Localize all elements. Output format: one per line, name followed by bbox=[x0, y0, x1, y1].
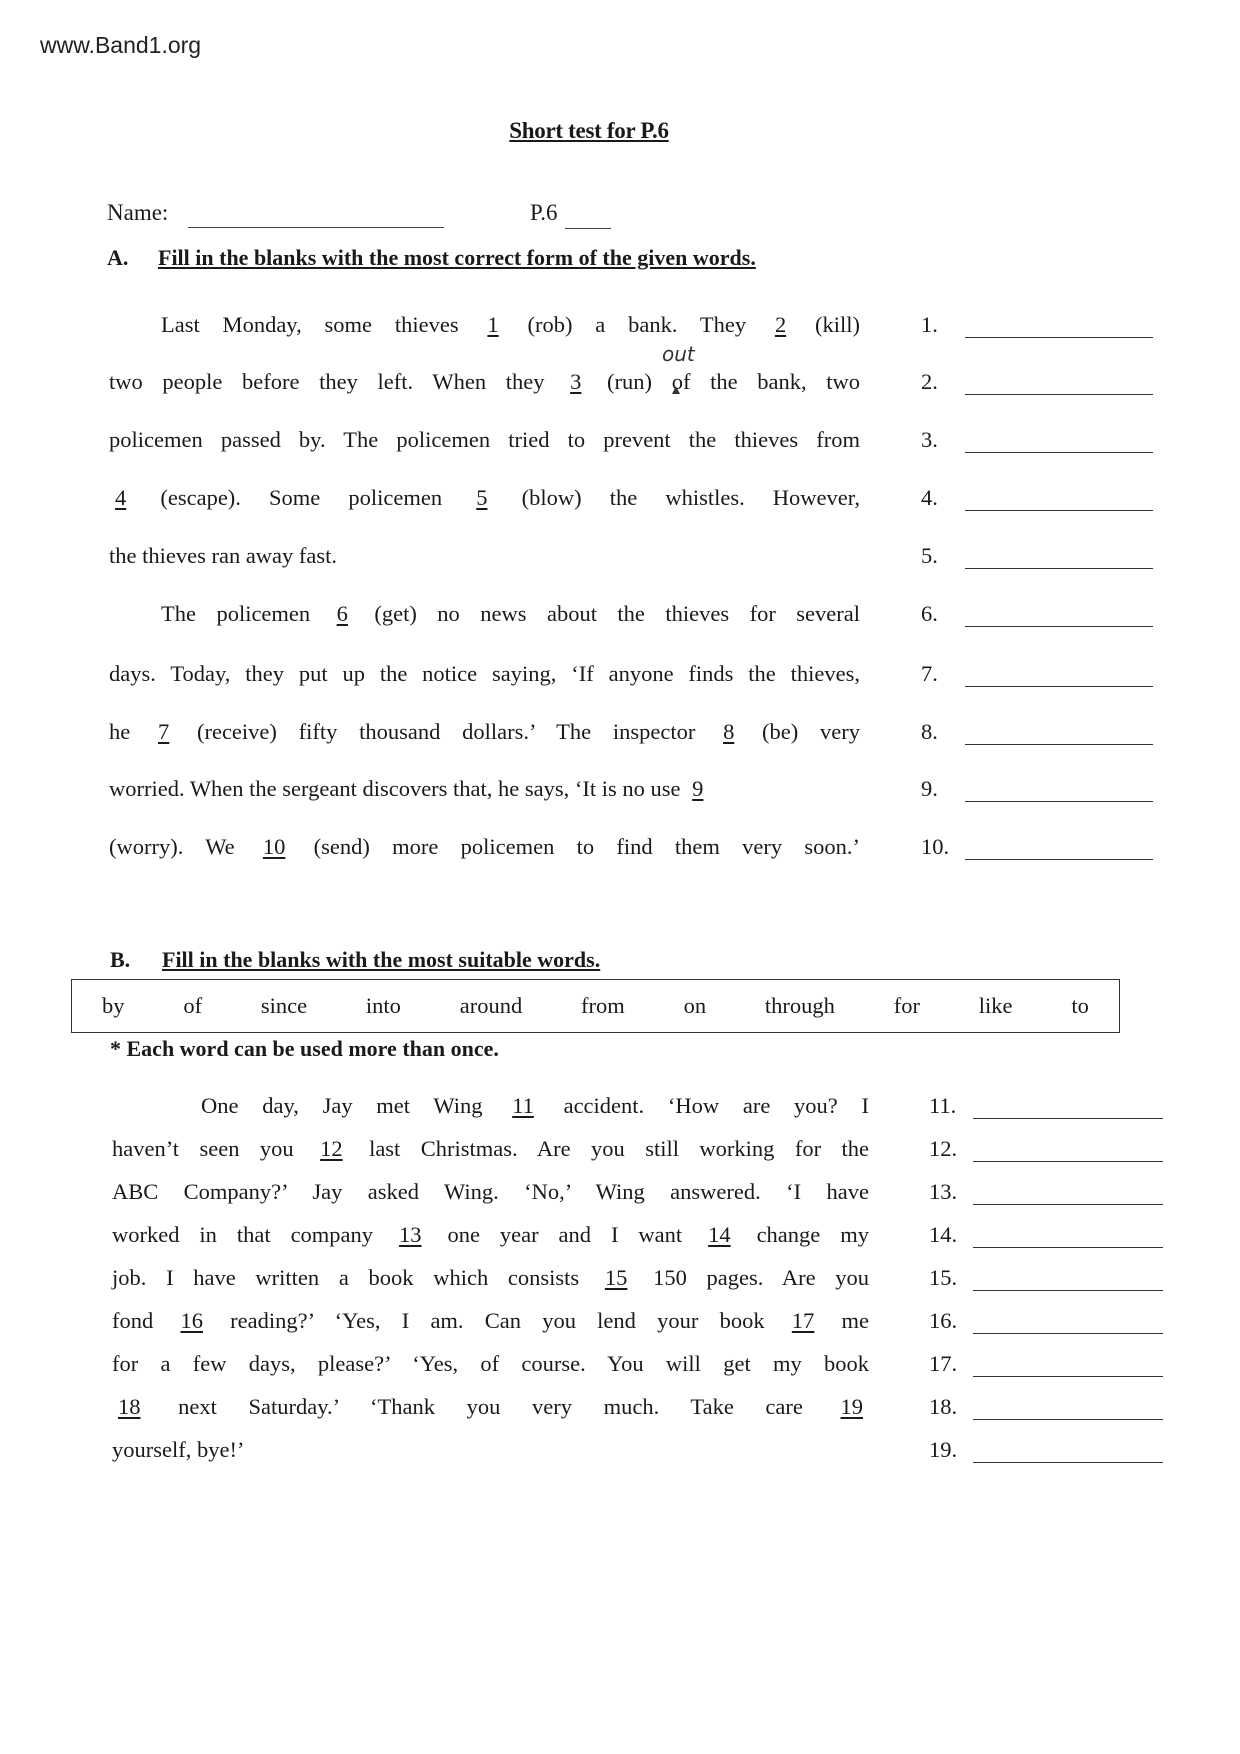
answer-row bbox=[921, 601, 1153, 627]
blank-16: 16 bbox=[180, 1308, 203, 1333]
blank-7: 7 bbox=[157, 719, 170, 744]
name-field[interactable] bbox=[188, 227, 444, 228]
passage-text: (blow) the whistles. However, bbox=[493, 485, 860, 510]
passage-text: fond bbox=[112, 1308, 175, 1333]
passage-line bbox=[109, 543, 860, 569]
passage-text: next Saturday.’ ‘Thank you very much. Take care bbox=[146, 1394, 835, 1419]
blank-17: 17 bbox=[791, 1308, 815, 1333]
section-b-instruction: Fill in the blanks with the most suitable words. bbox=[162, 947, 601, 972]
passage-text: one year and I want bbox=[427, 1222, 703, 1247]
answer-field[interactable] bbox=[973, 1098, 1163, 1119]
passage-text: yourself, bye!’ bbox=[112, 1437, 245, 1462]
answer-number: 2. bbox=[921, 369, 938, 394]
blank-10: 10 bbox=[262, 834, 286, 859]
answer-row bbox=[929, 1093, 1163, 1119]
word-bank-item: from bbox=[581, 993, 625, 1018]
blank-12: 12 bbox=[320, 1136, 343, 1161]
passage-line bbox=[161, 312, 860, 338]
answer-field[interactable] bbox=[965, 548, 1153, 569]
answer-number: 11. bbox=[929, 1093, 957, 1118]
word-bank-note: * Each word can be used more than once. bbox=[110, 1036, 499, 1061]
answer-field[interactable] bbox=[973, 1442, 1163, 1463]
section-b-letter: B. bbox=[110, 947, 131, 972]
passage-line bbox=[161, 601, 860, 627]
answer-field[interactable] bbox=[965, 374, 1153, 395]
answer-row bbox=[929, 1136, 1163, 1162]
passage-text: ABC Company?’ Jay asked Wing. ‘No,’ Wing answered. ‘I have bbox=[112, 1179, 869, 1204]
passage-line bbox=[112, 1351, 869, 1377]
site-watermark: www.Band1.org bbox=[40, 32, 202, 58]
passage-line bbox=[112, 1179, 869, 1205]
answer-number: 9. bbox=[921, 776, 938, 801]
passage-text: last Christmas. Are you still working for the bbox=[348, 1136, 869, 1161]
passage-text: (receive) fifty thousand dollars.’ The inspector bbox=[175, 719, 718, 744]
passage-line bbox=[112, 1265, 869, 1291]
blank-19: 19 bbox=[840, 1394, 863, 1419]
word-bank-item: since bbox=[260, 993, 308, 1018]
answer-row bbox=[929, 1351, 1163, 1377]
passage-line bbox=[109, 776, 860, 802]
blank-18: 18 bbox=[118, 1394, 141, 1419]
passage-line bbox=[112, 1136, 869, 1162]
answer-row bbox=[929, 1222, 1163, 1248]
word-bank-item: around bbox=[459, 993, 523, 1018]
passage-text: two people before they left. When they bbox=[109, 369, 565, 394]
answer-number: 18. bbox=[929, 1394, 958, 1419]
blank-11: 11 bbox=[512, 1093, 534, 1118]
answer-number: 17. bbox=[929, 1351, 958, 1376]
handwritten-insertion: out bbox=[662, 342, 695, 366]
passage-line bbox=[109, 661, 860, 687]
word-bank-item: by bbox=[102, 993, 125, 1018]
passage-line bbox=[109, 369, 860, 395]
word-bank-item: on bbox=[683, 993, 707, 1018]
page-title: Short test for P.6 bbox=[509, 118, 669, 143]
passage-text: (run) of the bank, two bbox=[587, 369, 860, 394]
class-field[interactable] bbox=[565, 228, 611, 229]
answer-field[interactable] bbox=[973, 1184, 1163, 1205]
passage-text: haven’t seen you bbox=[112, 1136, 315, 1161]
blank-2: 2 bbox=[774, 312, 787, 337]
blank-15: 15 bbox=[604, 1265, 628, 1290]
answer-number: 16. bbox=[929, 1308, 958, 1333]
answer-row bbox=[921, 312, 1153, 338]
passage-text: job. I have written a book which consists bbox=[112, 1265, 599, 1290]
answer-field[interactable] bbox=[973, 1313, 1163, 1334]
answer-field[interactable] bbox=[965, 724, 1153, 745]
answer-field[interactable] bbox=[965, 490, 1153, 511]
passage-text: policemen passed by. The policemen tried to prevent the thieves from bbox=[109, 427, 860, 452]
answer-field[interactable] bbox=[973, 1356, 1163, 1377]
word-bank bbox=[71, 979, 1120, 1033]
answer-row bbox=[929, 1308, 1163, 1334]
section-a-letter: A. bbox=[107, 245, 129, 270]
blank-3: 3 bbox=[570, 369, 582, 394]
section-a-instruction: Fill in the blanks with the most correct form of the given words. bbox=[158, 245, 756, 270]
passage-text: he bbox=[109, 719, 152, 744]
blank-14: 14 bbox=[708, 1222, 731, 1247]
answer-row bbox=[921, 776, 1153, 802]
passage-line bbox=[109, 485, 860, 511]
answer-row bbox=[929, 1179, 1163, 1205]
blank-5: 5 bbox=[476, 485, 488, 510]
passage-text: accident. ‘How are you? I bbox=[539, 1093, 869, 1118]
word-bank-item: for bbox=[893, 993, 920, 1018]
answer-number: 8. bbox=[921, 719, 938, 744]
answer-row bbox=[929, 1265, 1163, 1291]
word-bank-item: of bbox=[183, 993, 203, 1018]
answer-number: 4. bbox=[921, 485, 938, 510]
answer-field[interactable] bbox=[965, 432, 1153, 453]
passage-line bbox=[112, 1437, 869, 1463]
passage-text: Last Monday, some thieves bbox=[161, 312, 482, 337]
passage-line bbox=[112, 1308, 869, 1334]
passage-text: reading?’ ‘Yes, I am. Can you lend your book bbox=[208, 1308, 786, 1333]
answer-row bbox=[921, 661, 1153, 687]
passage-text: worried. When the sergeant discovers that, he says, ‘It is no use bbox=[109, 776, 687, 801]
answer-row bbox=[929, 1394, 1163, 1420]
passage-text: for a few days, please?’ ‘Yes, of course. You will get my book bbox=[112, 1351, 869, 1376]
answer-number: 6. bbox=[921, 601, 938, 626]
answer-field[interactable] bbox=[973, 1141, 1163, 1162]
answer-row bbox=[921, 369, 1153, 395]
answer-field[interactable] bbox=[965, 606, 1153, 627]
answer-number: 10. bbox=[921, 834, 950, 859]
passage-text: (rob) a bank. They bbox=[504, 312, 769, 337]
passage-text: (worry). We bbox=[109, 834, 257, 859]
passage-line bbox=[109, 834, 860, 860]
passage-text: (escape). Some policemen bbox=[132, 485, 471, 510]
answer-number: 14. bbox=[929, 1222, 958, 1247]
blank-4: 4 bbox=[115, 485, 127, 510]
blank-9: 9 bbox=[692, 776, 704, 801]
passage-text: change my bbox=[736, 1222, 869, 1247]
answer-number: 1. bbox=[921, 312, 938, 337]
blank-13: 13 bbox=[399, 1222, 422, 1247]
blank-6: 6 bbox=[336, 601, 348, 626]
passage-line bbox=[109, 427, 860, 453]
passage-line bbox=[112, 1394, 869, 1420]
answer-row bbox=[929, 1437, 1163, 1463]
answer-field[interactable] bbox=[973, 1399, 1163, 1420]
name-label: Name: bbox=[107, 200, 169, 225]
passage-text: One day, Jay met Wing bbox=[201, 1093, 507, 1118]
answer-row bbox=[921, 543, 1153, 569]
passage-line bbox=[112, 1222, 869, 1248]
answer-number: 7. bbox=[921, 661, 938, 686]
answer-number: 3. bbox=[921, 427, 938, 452]
answer-field[interactable] bbox=[965, 781, 1153, 802]
answer-field[interactable] bbox=[973, 1227, 1163, 1248]
passage-line bbox=[201, 1093, 869, 1119]
class-label: P.6 bbox=[530, 200, 558, 225]
answer-number: 5. bbox=[921, 543, 938, 568]
answer-row bbox=[921, 834, 1153, 860]
answer-field[interactable] bbox=[965, 317, 1153, 338]
word-bank-item: through bbox=[764, 993, 835, 1018]
passage-text: me bbox=[820, 1308, 869, 1333]
answer-number: 13. bbox=[929, 1179, 958, 1204]
answer-number: 19. bbox=[929, 1437, 958, 1462]
passage-text: (send) more policemen to find them very soon.’ bbox=[291, 834, 860, 859]
answer-number: 12. bbox=[929, 1136, 958, 1161]
answer-field[interactable] bbox=[965, 666, 1153, 687]
answer-field[interactable] bbox=[965, 839, 1153, 860]
word-bank-item: to bbox=[1071, 993, 1089, 1018]
passage-text: worked in that company bbox=[112, 1222, 393, 1247]
answer-number: 15. bbox=[929, 1265, 958, 1290]
answer-row bbox=[921, 719, 1153, 745]
blank-1: 1 bbox=[487, 312, 499, 337]
word-bank-item: into bbox=[365, 993, 401, 1018]
insertion-caret-icon bbox=[672, 386, 680, 394]
passage-text: (be) very bbox=[740, 719, 860, 744]
answer-row bbox=[921, 427, 1153, 453]
passage-text: days. Today, they put up the notice saying, ‘If anyone finds the thieves, bbox=[109, 661, 860, 686]
passage-line bbox=[109, 719, 860, 745]
passage-text: the thieves ran away fast. bbox=[109, 543, 338, 568]
passage-text: (kill) bbox=[792, 312, 860, 337]
word-bank-item: like bbox=[978, 993, 1013, 1018]
passage-text: The policemen bbox=[161, 601, 331, 626]
blank-8: 8 bbox=[723, 719, 735, 744]
answer-field[interactable] bbox=[973, 1270, 1163, 1291]
passage-text: (get) no news about the thieves for several bbox=[353, 601, 860, 626]
passage-text: 150 pages. Are you bbox=[633, 1265, 869, 1290]
answer-row bbox=[921, 485, 1153, 511]
